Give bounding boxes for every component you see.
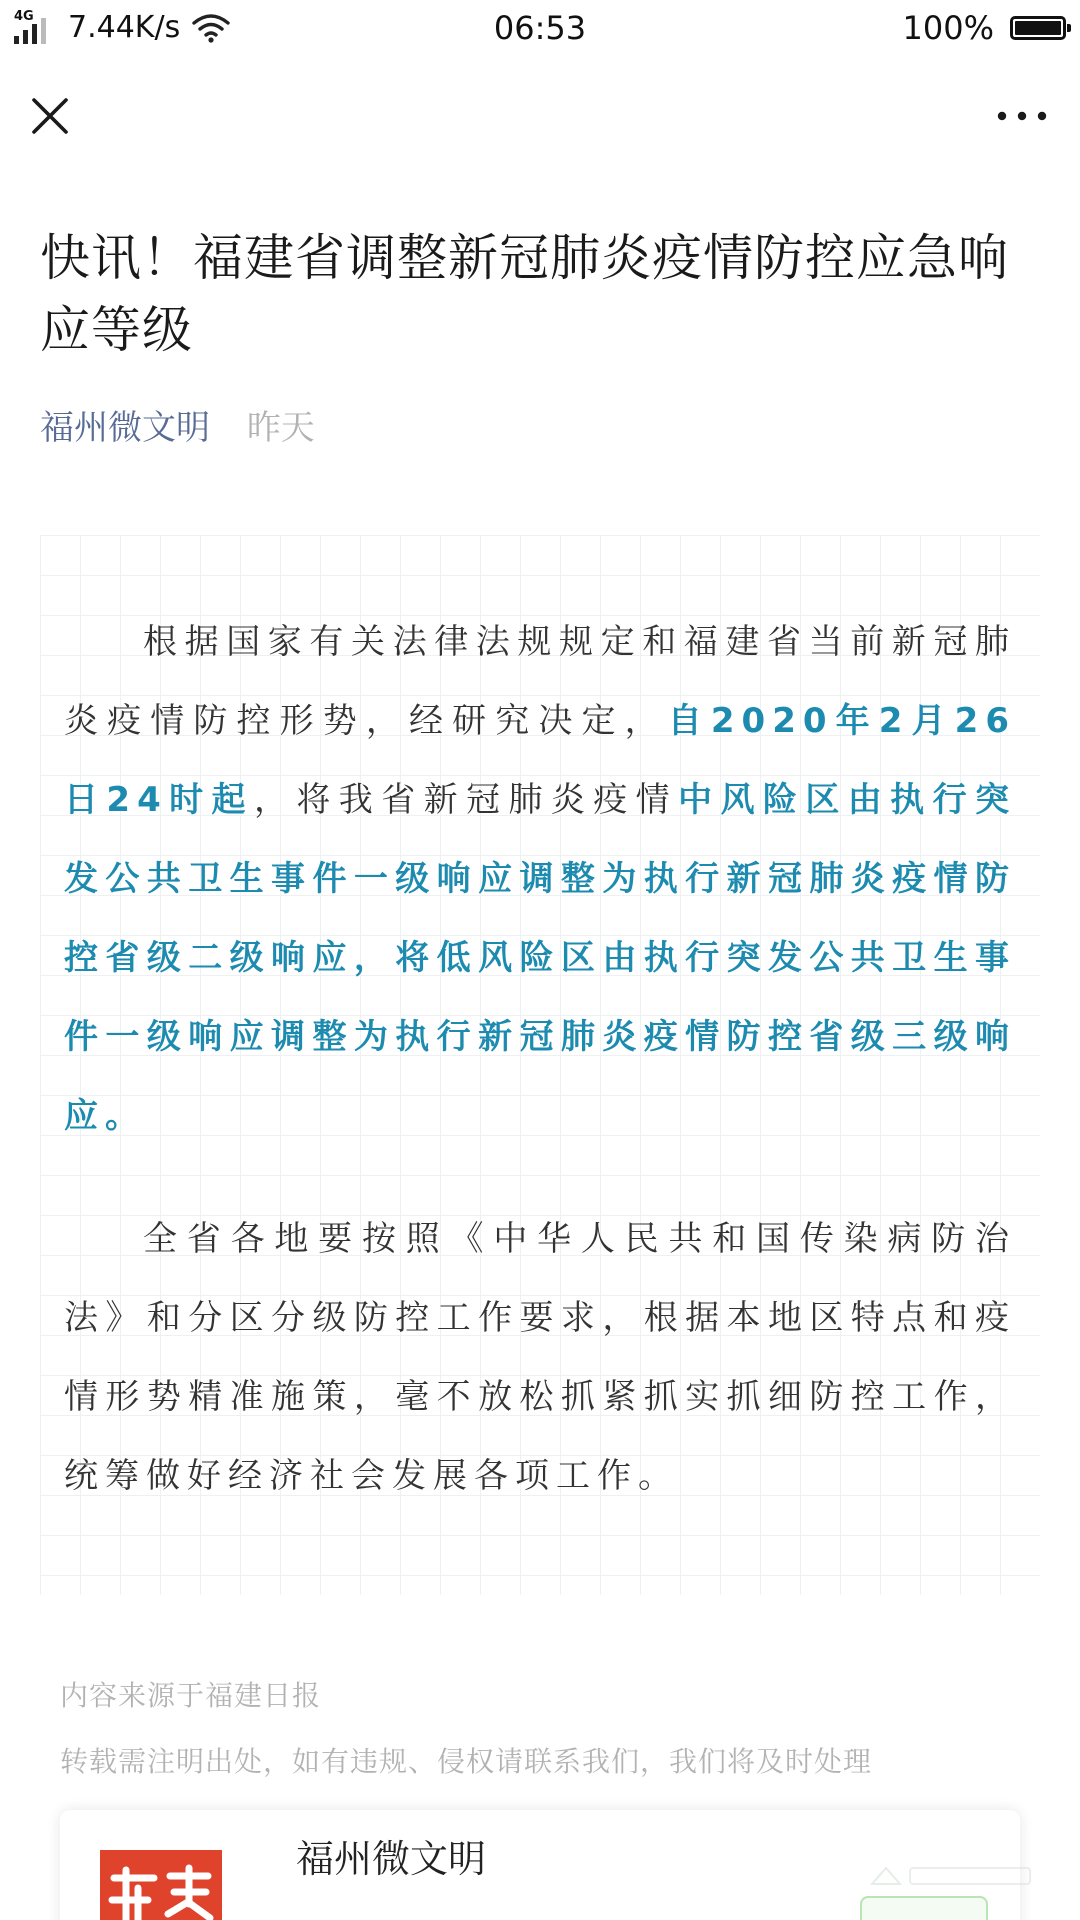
more-dots-icon[interactable] bbox=[992, 96, 1052, 136]
article-title: 快讯！福建省调整新冠肺炎疫情防控应急响应等级 bbox=[40, 229, 1009, 359]
battery-percent: 100% bbox=[902, 9, 994, 47]
network-type: 4G bbox=[14, 9, 34, 24]
paragraph-1-text-b: ，将我省新冠肺炎疫情 bbox=[253, 780, 679, 820]
article-meta bbox=[40, 404, 315, 452]
source-note: 内容来源于福建日报 bbox=[60, 1679, 322, 1712]
status-right bbox=[903, 8, 1066, 48]
paragraph-2: 全省各地要按照《中华人民共和国传染病防治法》和分区分级防控工作要求，根据本地区特点和疫情形势精准施策，毫不放松抓紧抓实抓细防控工作，统筹做好经济社会发展各项工作。 bbox=[64, 1219, 1016, 1496]
follow-button[interactable] bbox=[860, 1896, 988, 1920]
highlight-date: 自2020年2月26日24时起 bbox=[64, 701, 1016, 820]
watermark-icon bbox=[866, 1858, 1046, 1894]
account-logo-seal-icon bbox=[96, 1848, 226, 1920]
paragraph-1 bbox=[64, 603, 1016, 1156]
network-speed: 7.44K/s bbox=[68, 10, 181, 45]
publish-date: 昨天 bbox=[246, 408, 315, 448]
copyright-note: 转载需注明出处，如有违规、侵权请联系我们，我们将及时处理 bbox=[60, 1745, 873, 1778]
author-link[interactable]: 福州微文明 bbox=[40, 408, 210, 448]
close-icon[interactable] bbox=[22, 88, 78, 144]
clock: 06:53 bbox=[493, 9, 587, 47]
highlight-policy: 中风险区由执行突发公共卫生事件一级响应调整为执行新冠肺炎疫情防控省级二级响应，将低风险区由执行突发公共卫生事件一级响应调整为执行新冠肺炎疫情防控省级三级响应。 bbox=[64, 780, 1016, 1136]
paragraph-1-text-a: 根据国家有关法律法规规定和福建省当前新冠肺炎疫情防控形势，经研究决定， bbox=[64, 622, 1016, 741]
article-content bbox=[40, 535, 1040, 1595]
battery-icon bbox=[1010, 16, 1066, 40]
status-bar bbox=[0, 0, 1080, 56]
account-name: 福州微文明 bbox=[296, 1837, 487, 1881]
